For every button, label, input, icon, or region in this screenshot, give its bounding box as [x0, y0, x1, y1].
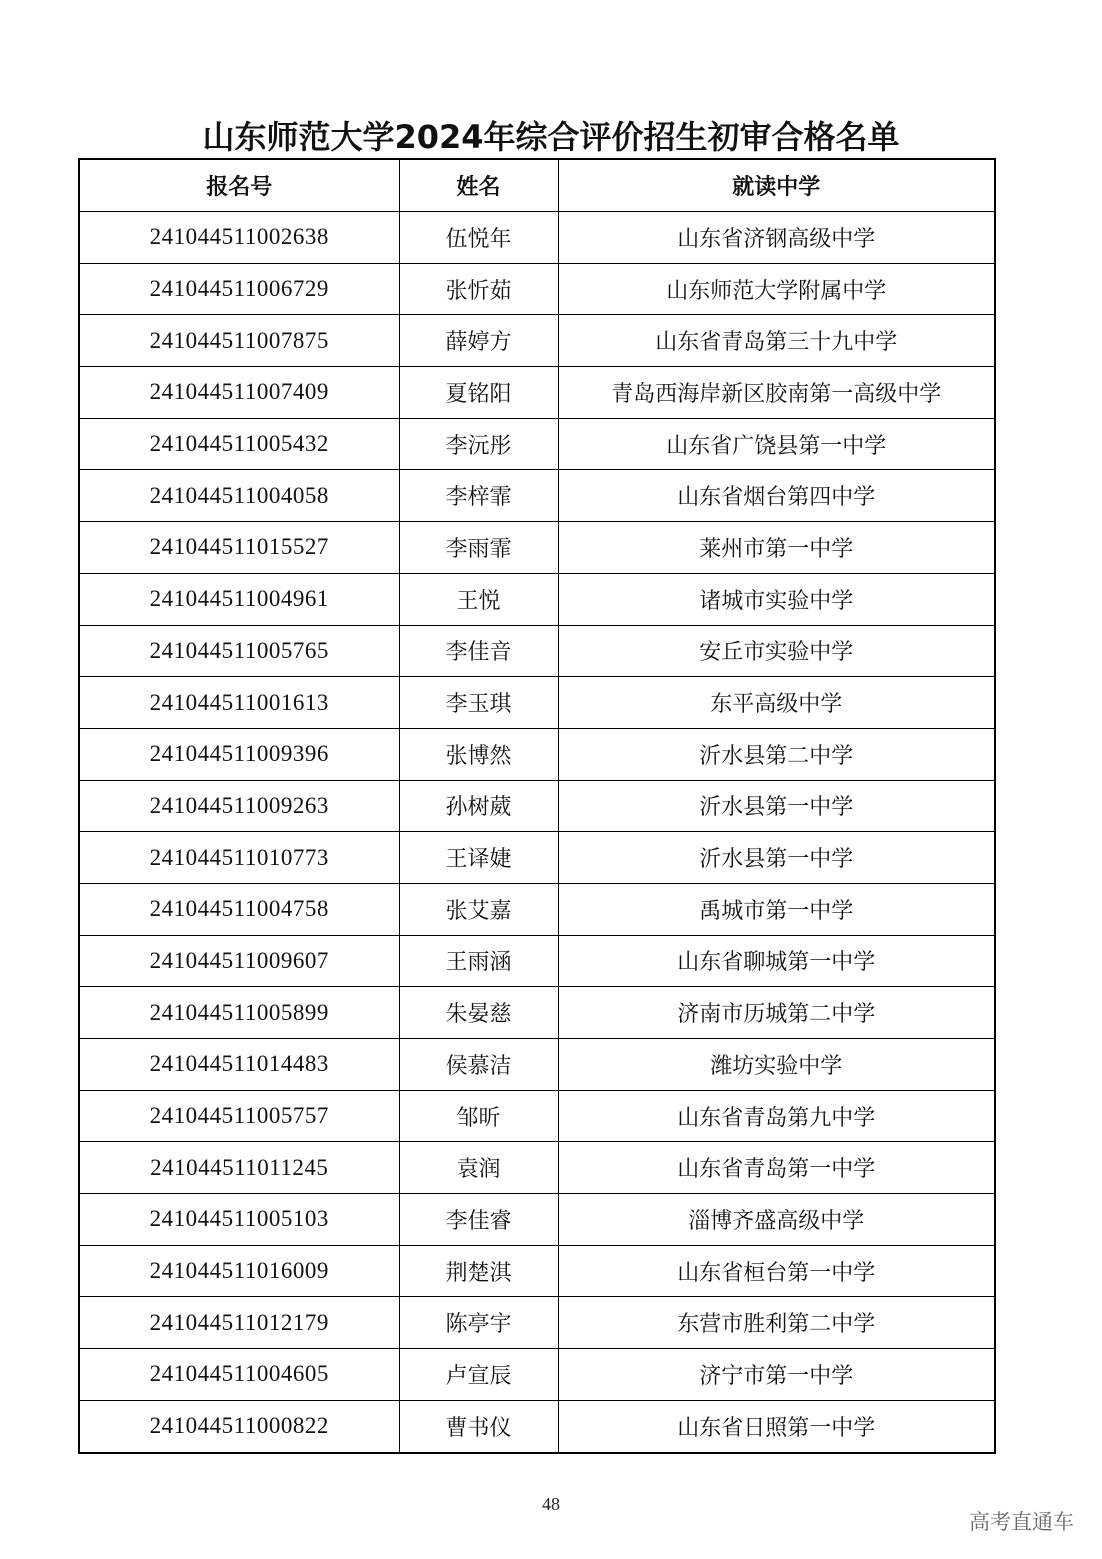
cell-school: 山东师范大学附属中学 — [558, 263, 995, 315]
cell-registration-number: 241044511004758 — [79, 883, 399, 935]
cell-registration-number: 241044511015527 — [79, 522, 399, 574]
cell-registration-number: 241044511004605 — [79, 1349, 399, 1401]
cell-student-name: 孙树葳 — [399, 780, 558, 832]
cell-registration-number: 241044511004961 — [79, 573, 399, 625]
cell-registration-number: 241044511004058 — [79, 470, 399, 522]
cell-school: 沂水县第二中学 — [558, 728, 995, 780]
cell-registration-number: 241044511010773 — [79, 832, 399, 884]
cell-school: 沂水县第一中学 — [558, 780, 995, 832]
cell-registration-number: 241044511009607 — [79, 935, 399, 987]
table-row — [79, 1349, 995, 1401]
cell-school: 沂水县第一中学 — [558, 832, 995, 884]
cell-student-name: 夏铭阳 — [399, 367, 558, 419]
table-row — [79, 418, 995, 470]
cell-school: 济宁市第一中学 — [558, 1349, 995, 1401]
header-school: 就读中学 — [558, 159, 995, 212]
cell-student-name: 王译婕 — [399, 832, 558, 884]
cell-school: 禹城市第一中学 — [558, 883, 995, 935]
cell-registration-number: 241044511000822 — [79, 1400, 399, 1452]
cell-registration-number: 241044511005757 — [79, 1090, 399, 1142]
table-row — [79, 212, 995, 264]
table-row — [79, 1090, 995, 1142]
cell-school: 济南市历城第二中学 — [558, 987, 995, 1039]
table-row — [79, 1039, 995, 1091]
cell-student-name: 卢宣辰 — [399, 1349, 558, 1401]
header-registration-number: 报名号 — [79, 159, 399, 212]
cell-student-name: 张博然 — [399, 728, 558, 780]
cell-school: 山东省广饶县第一中学 — [558, 418, 995, 470]
cell-registration-number: 241044511012179 — [79, 1297, 399, 1349]
cell-student-name: 李佳睿 — [399, 1194, 558, 1246]
cell-student-name: 荆楚淇 — [399, 1245, 558, 1297]
qualified-list-table — [78, 158, 996, 1454]
table-row — [79, 1400, 995, 1452]
table-row — [79, 883, 995, 935]
cell-student-name: 张艾嘉 — [399, 883, 558, 935]
watermark: 高考直通车 — [969, 1510, 1074, 1534]
cell-school: 安丘市实验中学 — [558, 625, 995, 677]
cell-school: 山东省桓台第一中学 — [558, 1245, 995, 1297]
cell-student-name: 袁润 — [399, 1142, 558, 1194]
cell-school: 山东省烟台第四中学 — [558, 470, 995, 522]
cell-registration-number: 241044511006729 — [79, 263, 399, 315]
cell-student-name: 李沅彤 — [399, 418, 558, 470]
table-row — [79, 1142, 995, 1194]
table-row — [79, 728, 995, 780]
cell-registration-number: 241044511007409 — [79, 367, 399, 419]
table-body — [79, 212, 995, 1453]
cell-school: 莱州市第一中学 — [558, 522, 995, 574]
cell-registration-number: 241044511009263 — [79, 780, 399, 832]
cell-school: 山东省日照第一中学 — [558, 1400, 995, 1452]
cell-student-name: 王雨涵 — [399, 935, 558, 987]
table-row — [79, 780, 995, 832]
table-row — [79, 470, 995, 522]
cell-student-name: 曹书仪 — [399, 1400, 558, 1452]
table-row — [79, 625, 995, 677]
cell-registration-number: 241044511009396 — [79, 728, 399, 780]
cell-school: 青岛西海岸新区胶南第一高级中学 — [558, 367, 995, 419]
table-row — [79, 522, 995, 574]
page-title: 山东师范大学2024年综合评价招生初审合格名单 — [202, 118, 900, 156]
table-row — [79, 1297, 995, 1349]
cell-school: 东营市胜利第二中学 — [558, 1297, 995, 1349]
table-row — [79, 263, 995, 315]
cell-student-name: 王悦 — [399, 573, 558, 625]
cell-registration-number: 241044511001613 — [79, 677, 399, 729]
table-row — [79, 573, 995, 625]
cell-student-name: 薛婷方 — [399, 315, 558, 367]
cell-student-name: 陈亭宇 — [399, 1297, 558, 1349]
cell-registration-number: 241044511011245 — [79, 1142, 399, 1194]
cell-school: 山东省青岛第一中学 — [558, 1142, 995, 1194]
cell-registration-number: 241044511016009 — [79, 1245, 399, 1297]
table-row — [79, 677, 995, 729]
cell-student-name: 邹昕 — [399, 1090, 558, 1142]
cell-student-name: 侯慕洁 — [399, 1039, 558, 1091]
cell-registration-number: 241044511007875 — [79, 315, 399, 367]
cell-student-name: 朱晏慈 — [399, 987, 558, 1039]
header-name: 姓名 — [399, 159, 558, 212]
cell-student-name: 李玉琪 — [399, 677, 558, 729]
cell-student-name: 伍悦年 — [399, 212, 558, 264]
cell-student-name: 张忻茹 — [399, 263, 558, 315]
table-header-row — [79, 159, 995, 212]
table-row — [79, 935, 995, 987]
cell-school: 潍坊实验中学 — [558, 1039, 995, 1091]
cell-school: 山东省济钢高级中学 — [558, 212, 995, 264]
cell-registration-number: 241044511005432 — [79, 418, 399, 470]
cell-registration-number: 241044511005899 — [79, 987, 399, 1039]
cell-school: 山东省青岛第九中学 — [558, 1090, 995, 1142]
table-row — [79, 987, 995, 1039]
cell-registration-number: 241044511002638 — [79, 212, 399, 264]
table-row — [79, 832, 995, 884]
cell-student-name: 李雨霏 — [399, 522, 558, 574]
cell-registration-number: 241044511005765 — [79, 625, 399, 677]
table-row — [79, 315, 995, 367]
table-row — [79, 1194, 995, 1246]
cell-registration-number: 241044511005103 — [79, 1194, 399, 1246]
cell-student-name: 李梓霏 — [399, 470, 558, 522]
cell-school: 山东省聊城第一中学 — [558, 935, 995, 987]
cell-school: 山东省青岛第三十九中学 — [558, 315, 995, 367]
cell-school: 东平高级中学 — [558, 677, 995, 729]
cell-school: 诸城市实验中学 — [558, 573, 995, 625]
table-row — [79, 367, 995, 419]
cell-registration-number: 241044511014483 — [79, 1039, 399, 1091]
cell-school: 淄博齐盛高级中学 — [558, 1194, 995, 1246]
cell-student-name: 李佳音 — [399, 625, 558, 677]
table-row — [79, 1245, 995, 1297]
page-number: 48 — [542, 1494, 560, 1514]
